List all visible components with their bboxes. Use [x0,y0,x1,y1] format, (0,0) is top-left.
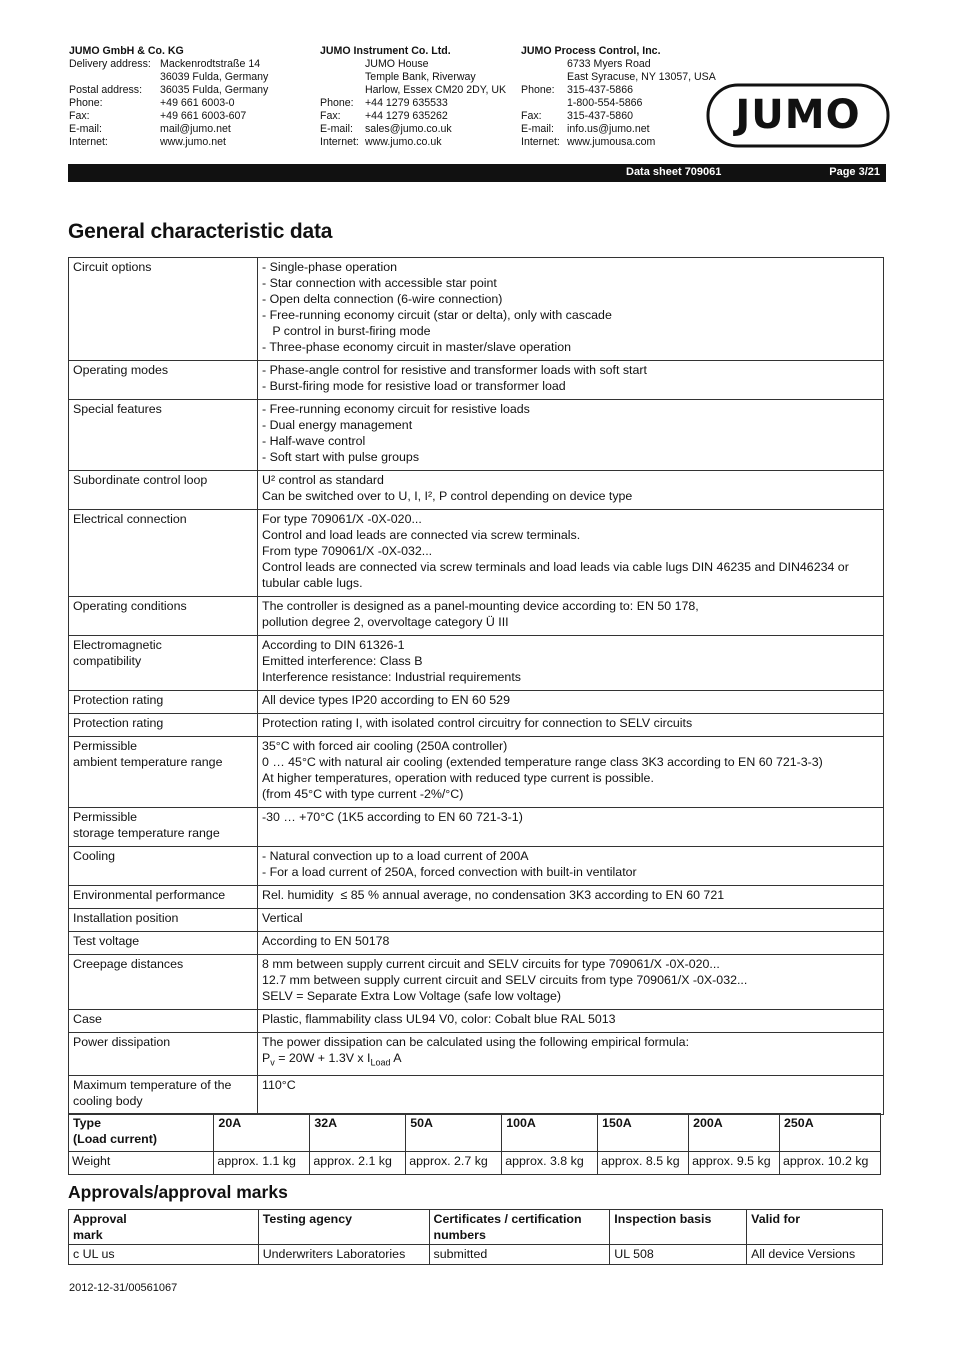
table-row [69,932,884,955]
address-line [69,123,268,136]
general-data-table [68,257,884,1115]
label-line: Operating modes [73,363,169,377]
value-line: The controller is designed as a panel-mounting device according to: EN 50 178, [262,599,699,613]
table-row [69,1076,884,1115]
row-label [69,932,258,955]
row-label [69,847,258,886]
row-label [69,258,258,361]
value-line: 0 … 45°C with natural air cooling (extended temperature range class 3K3 according to EN 60 721-3-3) [262,755,823,769]
address-line [69,58,268,71]
address-line [320,84,506,97]
address-value: Mackenrodtstraße 14 [160,58,261,70]
row-label [69,886,258,909]
label-line: Subordinate control loop [73,473,208,487]
datasheet-number: Data sheet 709061 [626,166,722,178]
page-title: General characteristic data [68,220,333,243]
value-line: - Star connection with accessible star point [262,276,497,290]
header-line: Approval [73,1212,127,1226]
row-label [69,510,258,597]
value-line: (from 45°C with type current -2%/°C) [262,787,464,801]
approvals-header [69,1210,259,1245]
address-key: Fax: [69,110,90,122]
label-line: Electrical connection [73,512,187,526]
address-jumo-ltd [320,45,506,149]
label-line: Permissible [73,739,138,753]
header-line: Valid for [751,1212,801,1226]
address-value: Temple Bank, Riverway [365,71,476,83]
table-row [69,909,884,932]
company-name: JUMO Instrument Co. Ltd. [320,45,451,57]
table-row [69,1010,884,1033]
type-header-line: (Load current) [73,1132,157,1146]
address-key: Fax: [521,110,542,122]
label-line: Operating conditions [73,599,187,613]
formula-unit: A [390,1051,402,1065]
address-value: www.jumousa.com [567,136,656,148]
address-value: www.jumo.net [160,136,226,148]
approvals-cell: UL 508 [610,1245,747,1265]
value-line: Vertical [262,911,303,925]
value-line: - Soft start with pulse groups [262,450,420,464]
row-value [258,737,884,808]
weight-value: approx. 2.7 kg [406,1152,502,1175]
row-value [258,886,884,909]
value-line: - Burst-firing mode for resistive load or transformer load [262,379,566,393]
datasheet-bar [68,164,886,182]
label-line: Environmental performance [73,888,226,902]
label-line: Protection rating [73,716,164,730]
address-value: 6733 Myers Road [567,58,651,70]
label-line: Circuit options [73,260,152,274]
address-value: +49 661 6003-607 [160,110,247,122]
weight-value: approx. 3.8 kg [502,1152,598,1175]
row-value [258,1033,884,1076]
label-line: Installation position [73,911,179,925]
load-current-header: 20A [214,1114,310,1152]
load-current-header: 100A [502,1114,598,1152]
label-line: Creepage distances [73,957,184,971]
value-line: All device types IP20 according to EN 60 529 [262,693,510,707]
load-current-header: 250A [780,1114,881,1152]
address-value: 1-800-554-5866 [567,97,643,109]
table-row [69,258,884,361]
address-line [69,84,268,97]
value-line: - Three-phase economy circuit in master/slave operation [262,340,571,354]
address-value: +44 1279 635533 [365,97,448,109]
value-line: SELV = Separate Extra Low Voltage (safe low voltage) [262,989,562,1003]
row-value [258,714,884,737]
address-key: Phone: [320,97,354,109]
value-line: - Free-running economy circuit (star or delta), only with cascade [262,308,612,322]
approvals-cell: c UL us [69,1245,259,1265]
approvals-cell: All device Versions [747,1245,883,1265]
address-value: 36035 Fulda, Germany [160,84,269,96]
address-line [320,58,506,71]
address-line [69,136,268,149]
row-value: 110°C [258,1076,884,1115]
header-line: Testing agency [262,1212,352,1226]
value-line: According to DIN 61326-1 [262,638,405,652]
label-line: Cooling [73,849,116,863]
row-value [258,361,884,400]
label-line: Electromagnetic [73,638,162,652]
address-value: 315-437-5866 [567,84,633,96]
address-value: JUMO House [365,58,429,70]
address-key: E-mail: [320,123,353,135]
row-label: Power dissipation [69,1033,258,1076]
address-line [320,123,506,136]
row-value [258,691,884,714]
row-label [69,636,258,691]
label-line: Maximum temperature of the [73,1078,232,1093]
value-line: 8 mm between supply current circuit and SELV circuits for type 709061/X -0X-020... [262,957,720,971]
address-key: Delivery address: [69,58,151,70]
address-line [320,110,506,123]
value-line: - Phase-angle control for resistive and transformer loads with soft start [262,363,647,377]
value-line: At higher temperatures, operation with reduced type current is possible. [262,771,654,785]
address-line [69,71,268,84]
row-value [258,636,884,691]
label-line: cooling body [73,1094,143,1109]
address-key: E-mail: [521,123,554,135]
table-row [69,691,884,714]
row-value [258,597,884,636]
address-line [521,71,716,84]
weight-value: approx. 2.1 kg [310,1152,406,1175]
row-value [258,471,884,510]
row-value [258,847,884,886]
letterhead [69,45,889,155]
row-value [258,955,884,1010]
address-value: Harlow, Essex CM20 2DY, UK [365,84,507,96]
value-line: 12.7 mm between supply current circuit and SELV circuits from type 709061/X -0X-032... [262,973,748,987]
approvals-cell: submitted [429,1245,610,1265]
approvals-header [747,1210,883,1245]
value-line: - For a load current of 250A, forced convection with built-in ventilator [262,865,637,879]
address-value: East Syracuse, NY 13057, USA [567,71,716,83]
value-line: According to EN 50178 [262,934,390,948]
power-formula [262,1050,879,1070]
weight-value: approx. 9.5 kg [689,1152,780,1175]
row-label [69,808,258,847]
weight-value: approx. 10.2 kg [780,1152,881,1175]
address-value: mail@jumo.net [160,123,231,135]
row-value [258,400,884,471]
table-row [69,886,884,909]
label-line: Case [73,1012,102,1026]
address-value: +49 661 6003-0 [160,97,235,109]
value-line: -30 … +70°C (1K5 according to EN 60 721-3-1) [262,810,523,824]
address-key: Internet: [69,136,108,148]
value-line: - Natural convection up to a load current of 200A [262,849,529,863]
page-number: Page 3/21 [829,166,880,178]
load-current-header: 150A [598,1114,689,1152]
value-line: Plastic, flammability class UL94 V0, color: Cobalt blue RAL 5013 [262,1012,616,1026]
row-label [69,597,258,636]
address-line [521,84,716,97]
weight-value: approx. 8.5 kg [598,1152,689,1175]
address-value: +44 1279 635262 [365,110,448,122]
label-line: Test voltage [73,934,140,948]
value-line: 35°C with forced air cooling (250A controller) [262,739,508,753]
address-line [521,110,716,123]
row-value [258,932,884,955]
approvals-header [429,1210,610,1245]
approvals-header [610,1210,747,1245]
weight-value: approx. 1.1 kg [214,1152,310,1175]
value-line: pollution degree 2, overvoltage category Ü III [262,615,509,629]
label-line: storage temperature range [73,826,220,840]
header-line: Inspection basis [614,1212,712,1226]
label-line: Permissible [73,810,138,824]
value-line: Rel. humidity ≤ 85 % annual average, no condensation 3K3 according to EN 60 721 [262,888,725,902]
row-label [69,400,258,471]
table-row [69,1033,884,1076]
table-row [69,737,884,808]
formula-mid: = 20W + 1.3V x I [274,1051,371,1065]
row-value [258,909,884,932]
row-label [69,1076,258,1115]
table-row [69,636,884,691]
address-key: E-mail: [69,123,102,135]
address-key: Internet: [521,136,560,148]
address-value: 36039 Fulda, Germany [160,71,269,83]
address-key: Fax: [320,110,341,122]
row-value [258,1010,884,1033]
load-current-header: 50A [406,1114,502,1152]
row-label [69,691,258,714]
address-line [69,97,268,110]
company-name: JUMO GmbH & Co. KG [69,45,184,57]
formula-p: P [262,1051,271,1065]
address-value: info.us@jumo.net [567,123,650,135]
table-row [69,510,884,597]
value-line: Emitted interference: Class B [262,654,423,668]
value-line: The power dissipation can be calculated using the following empirical formula: [262,1035,690,1049]
value-line: From type 709061/X -0X-032... [262,544,433,558]
value-line: For type 709061/X -0X-020... [262,512,422,526]
header-line: mark [73,1228,103,1242]
label-line: Protection rating [73,693,164,707]
address-key: Internet: [320,136,359,148]
label-line: Special features [73,402,162,416]
table-row [69,714,884,737]
value-line: Protection rating I, with isolated control circuitry for connection to SELV circuits [262,716,693,730]
address-key: Phone: [521,84,555,96]
row-label [69,1010,258,1033]
formula-sub-load: Load [370,1057,391,1068]
formula-sub-v: v [270,1057,275,1068]
table-row [69,471,884,510]
load-current-header: 200A [689,1114,780,1152]
address-line [521,97,716,110]
value-line: - Half-wave control [262,434,366,448]
approvals-table [68,1209,883,1265]
value-line: Can be switched over to U, I, I², P control depending on device type [262,489,633,503]
header-line: Certificates / certification [433,1212,582,1226]
value-line: - Single-phase operation [262,260,398,274]
value-line: - Free-running economy circuit for resistive loads [262,402,530,416]
address-line [69,110,268,123]
table-row [69,400,884,471]
address-jumo-inc [521,45,716,149]
row-value [258,258,884,361]
address-value: www.jumo.co.uk [365,136,442,148]
row-label [69,361,258,400]
table-row [69,847,884,886]
row-value [258,510,884,597]
label-line: compatibility [73,654,142,668]
label-line: ambient temperature range [73,755,223,769]
value-line: - Open delta connection (6-wire connection) [262,292,503,306]
row-label [69,955,258,1010]
address-key: Phone: [69,97,103,109]
weight-label: Weight [69,1152,214,1175]
row-label [69,714,258,737]
value-line: P control in burst-firing mode [262,324,431,338]
table-row [69,955,884,1010]
approvals-cell: Underwriters Laboratories [258,1245,429,1265]
weight-table [68,1113,881,1175]
address-line [320,136,506,149]
document-code: 2012-12-31/00561067 [69,1282,178,1294]
value-line: Control leads are connected via screw terminals and load leads via cable lugs DIN 46235 and DIN46234 or tubular cable lugs. [262,560,853,590]
address-line [320,71,506,84]
load-current-header: 32A [310,1114,406,1152]
value-line: - Dual energy management [262,418,413,432]
address-line [521,123,716,136]
type-header-line: Type [73,1116,101,1130]
table-row [69,597,884,636]
value-line: Control and load leads are connected via screw terminals. [262,528,581,542]
address-line [521,58,716,71]
logo-text: JUMO [735,92,861,138]
address-key: Postal address: [69,84,143,96]
row-label [69,909,258,932]
row-value [258,808,884,847]
address-jumo-gmbh [69,45,268,149]
approvals-title: Approvals/approval marks [68,1182,288,1202]
jumo-logo-icon [706,83,890,148]
address-line [521,136,716,149]
value-line: U² control as standard [262,473,384,487]
row-label [69,471,258,510]
address-value: 315-437-5860 [567,110,633,122]
address-value: sales@jumo.co.uk [365,123,452,135]
header-line: numbers [433,1228,486,1242]
type-header [69,1114,214,1152]
company-name: JUMO Process Control, Inc. [521,45,661,57]
table-row [69,361,884,400]
address-line [320,97,506,110]
table-row [69,808,884,847]
approvals-header [258,1210,429,1245]
row-label [69,737,258,808]
value-line: Interference resistance: Industrial requirements [262,670,521,684]
